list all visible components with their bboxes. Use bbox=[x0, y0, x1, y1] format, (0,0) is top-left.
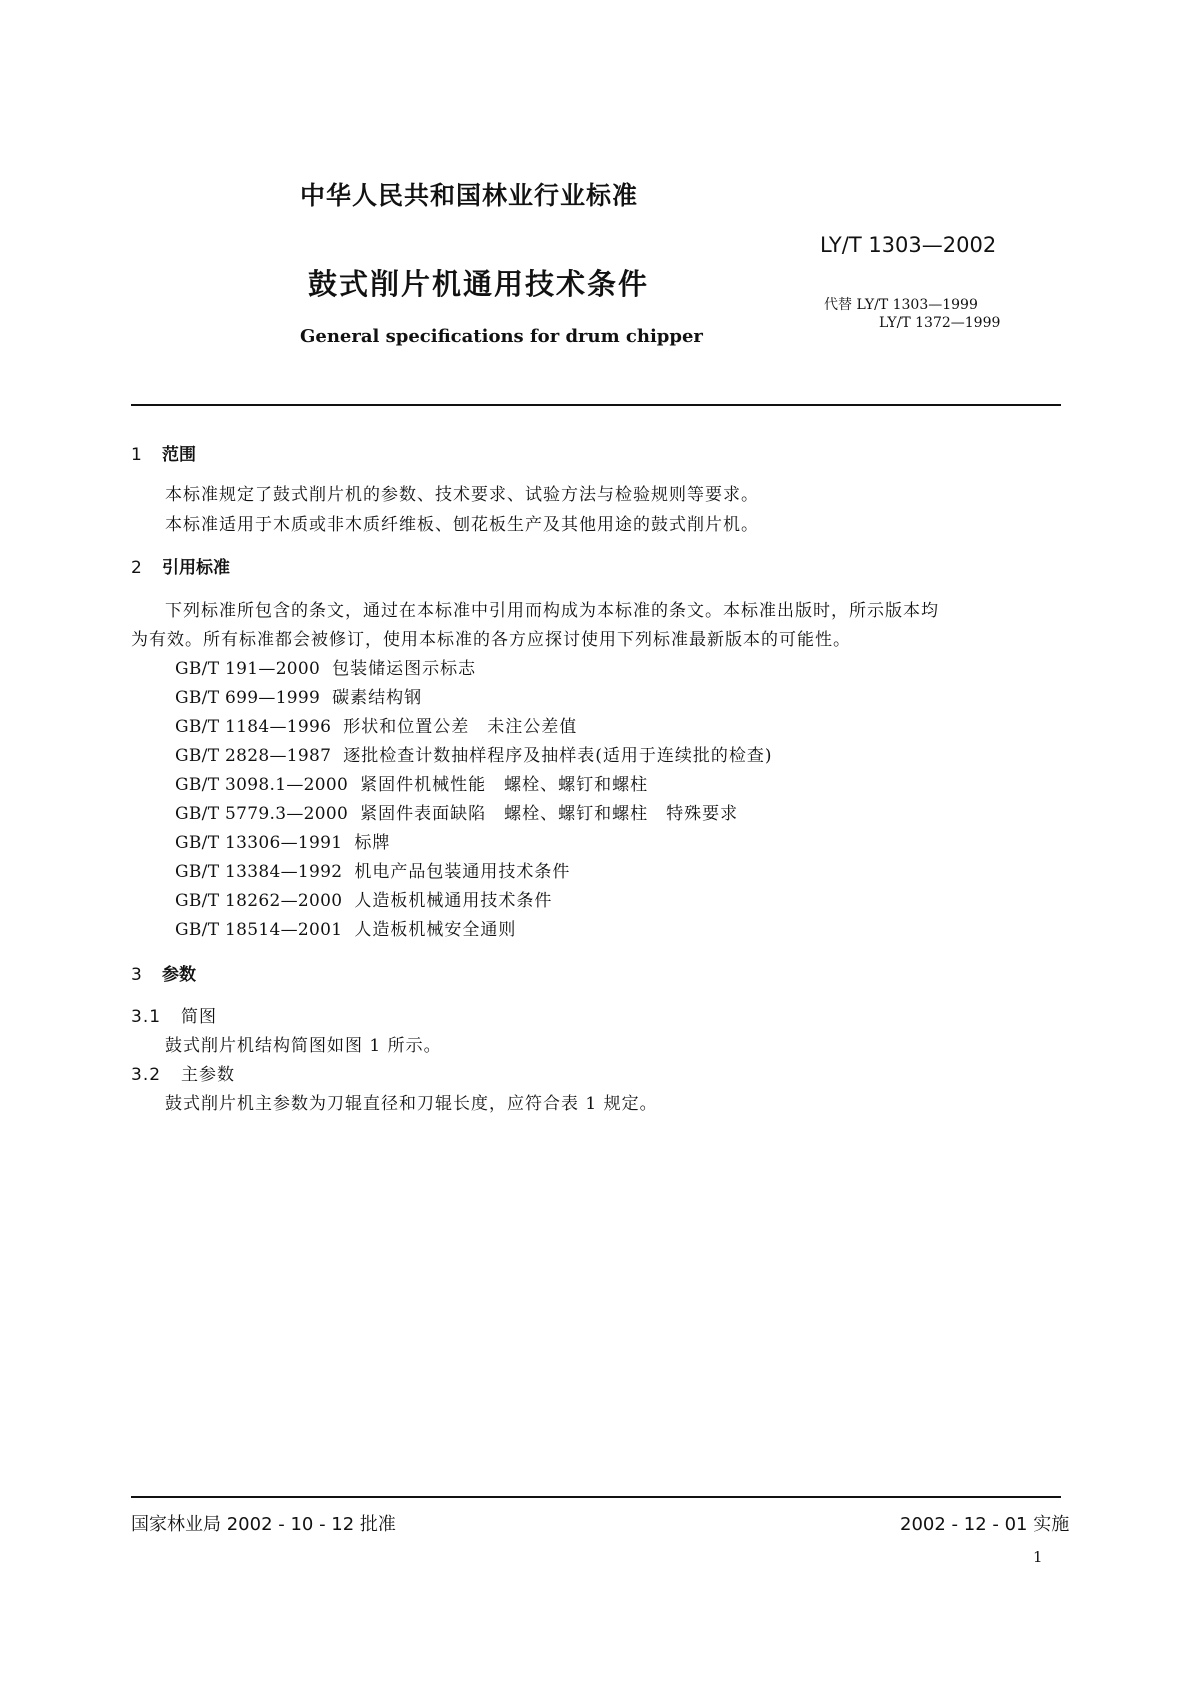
document-title: 鼓式削片机通用技术条件 bbox=[308, 267, 650, 301]
reference-title: 人造板机械安全通则 bbox=[354, 920, 517, 940]
reference-title: 形状和位置公差 未注公差值 bbox=[343, 717, 578, 737]
approval-date: 国家林业局 2002 - 10 - 12 批准 bbox=[131, 1514, 396, 1535]
section-number: 2 bbox=[131, 558, 142, 578]
section-title: 引用标准 bbox=[162, 558, 230, 578]
issuing-organization: 中华人民共和国林业行业标准 bbox=[300, 181, 639, 210]
section-number: 3 bbox=[131, 965, 142, 985]
subsection-title: 主参数 bbox=[181, 1065, 235, 1085]
section-title: 范围 bbox=[162, 445, 196, 465]
header-divider bbox=[131, 404, 1061, 406]
reference-item bbox=[175, 799, 738, 824]
reference-title: 碳素结构钢 bbox=[332, 688, 423, 708]
reference-item bbox=[175, 683, 422, 708]
paragraph: 下列标准所包含的条文，通过在本标准中引用而构成为本标准的条文。本标准出版时，所示版本均 bbox=[165, 601, 939, 621]
reference-title: 机电产品包装通用技术条件 bbox=[354, 862, 571, 882]
subsection-number: 3.1 bbox=[131, 1007, 162, 1027]
reference-code: GB/T 2828—1987 bbox=[175, 746, 332, 766]
reference-code: GB/T 13384—1992 bbox=[175, 862, 343, 882]
reference-title: 人造板机械通用技术条件 bbox=[354, 891, 553, 911]
section-heading-parameters bbox=[131, 960, 196, 985]
section-heading-scope bbox=[131, 440, 196, 465]
reference-code: GB/T 699—1999 bbox=[175, 688, 321, 708]
page-number: 1 bbox=[1033, 1548, 1043, 1566]
paragraph: 为有效。所有标准都会被修订，使用本标准的各方应探讨使用下列标准最新版本的可能性。 bbox=[131, 630, 851, 650]
reference-code: GB/T 5779.3—2000 bbox=[175, 804, 349, 824]
footer-divider bbox=[131, 1496, 1061, 1498]
replaces-block bbox=[824, 296, 1000, 332]
reference-code: GB/T 18262—2000 bbox=[175, 891, 343, 911]
replaced-standard: LY/T 1303—1999 bbox=[856, 297, 978, 313]
reference-item bbox=[175, 770, 648, 795]
reference-item bbox=[175, 712, 577, 737]
reference-code: GB/T 3098.1—2000 bbox=[175, 775, 349, 795]
reference-title: 紧固件表面缺陷 螺栓、螺钉和螺柱 特殊要求 bbox=[360, 804, 739, 824]
reference-code: GB/T 13306—1991 bbox=[175, 833, 343, 853]
effective-date: 2002 - 12 - 01 实施 bbox=[900, 1514, 1070, 1535]
reference-item bbox=[175, 654, 476, 679]
paragraph: 本标准规定了鼓式削片机的参数、技术要求、试验方法与检验规则等要求。 bbox=[165, 485, 759, 505]
reference-title: 紧固件机械性能 螺栓、螺钉和螺柱 bbox=[360, 775, 649, 795]
paragraph: 本标准适用于木质或非木质纤维板、刨花板生产及其他用途的鼓式削片机。 bbox=[165, 515, 759, 535]
document-title-english: General specifications for drum chipper bbox=[300, 326, 703, 347]
paragraph: 鼓式削片机主参数为刀辊直径和刀辊长度，应符合表 1 规定。 bbox=[165, 1094, 658, 1114]
subsection-heading-main-parameters bbox=[131, 1060, 235, 1085]
subsection-heading-sketch bbox=[131, 1002, 217, 1027]
reference-item bbox=[175, 741, 773, 766]
reference-title: 逐批检查计数抽样程序及抽样表(适用于连续批的检查) bbox=[343, 746, 773, 766]
reference-code: GB/T 191—2000 bbox=[175, 659, 321, 679]
replaces-label: 代替 bbox=[824, 297, 852, 313]
reference-code: GB/T 18514—2001 bbox=[175, 920, 343, 940]
standard-number: LY/T 1303—2002 bbox=[820, 233, 997, 257]
reference-title: 标牌 bbox=[354, 833, 391, 853]
section-heading-normative-references bbox=[131, 553, 230, 578]
replaced-standard: LY/T 1372—1999 bbox=[879, 315, 1001, 331]
reference-item bbox=[175, 857, 570, 882]
subsection-number: 3.2 bbox=[131, 1065, 162, 1085]
section-number: 1 bbox=[131, 445, 142, 465]
paragraph: 鼓式削片机结构简图如图 1 所示。 bbox=[165, 1036, 442, 1056]
section-title: 参数 bbox=[162, 965, 196, 985]
reference-code: GB/T 1184—1996 bbox=[175, 717, 332, 737]
reference-item bbox=[175, 886, 552, 911]
reference-item bbox=[175, 915, 516, 940]
reference-title: 包装储运图示标志 bbox=[332, 659, 477, 679]
reference-item bbox=[175, 828, 390, 853]
subsection-title: 简图 bbox=[181, 1007, 217, 1027]
